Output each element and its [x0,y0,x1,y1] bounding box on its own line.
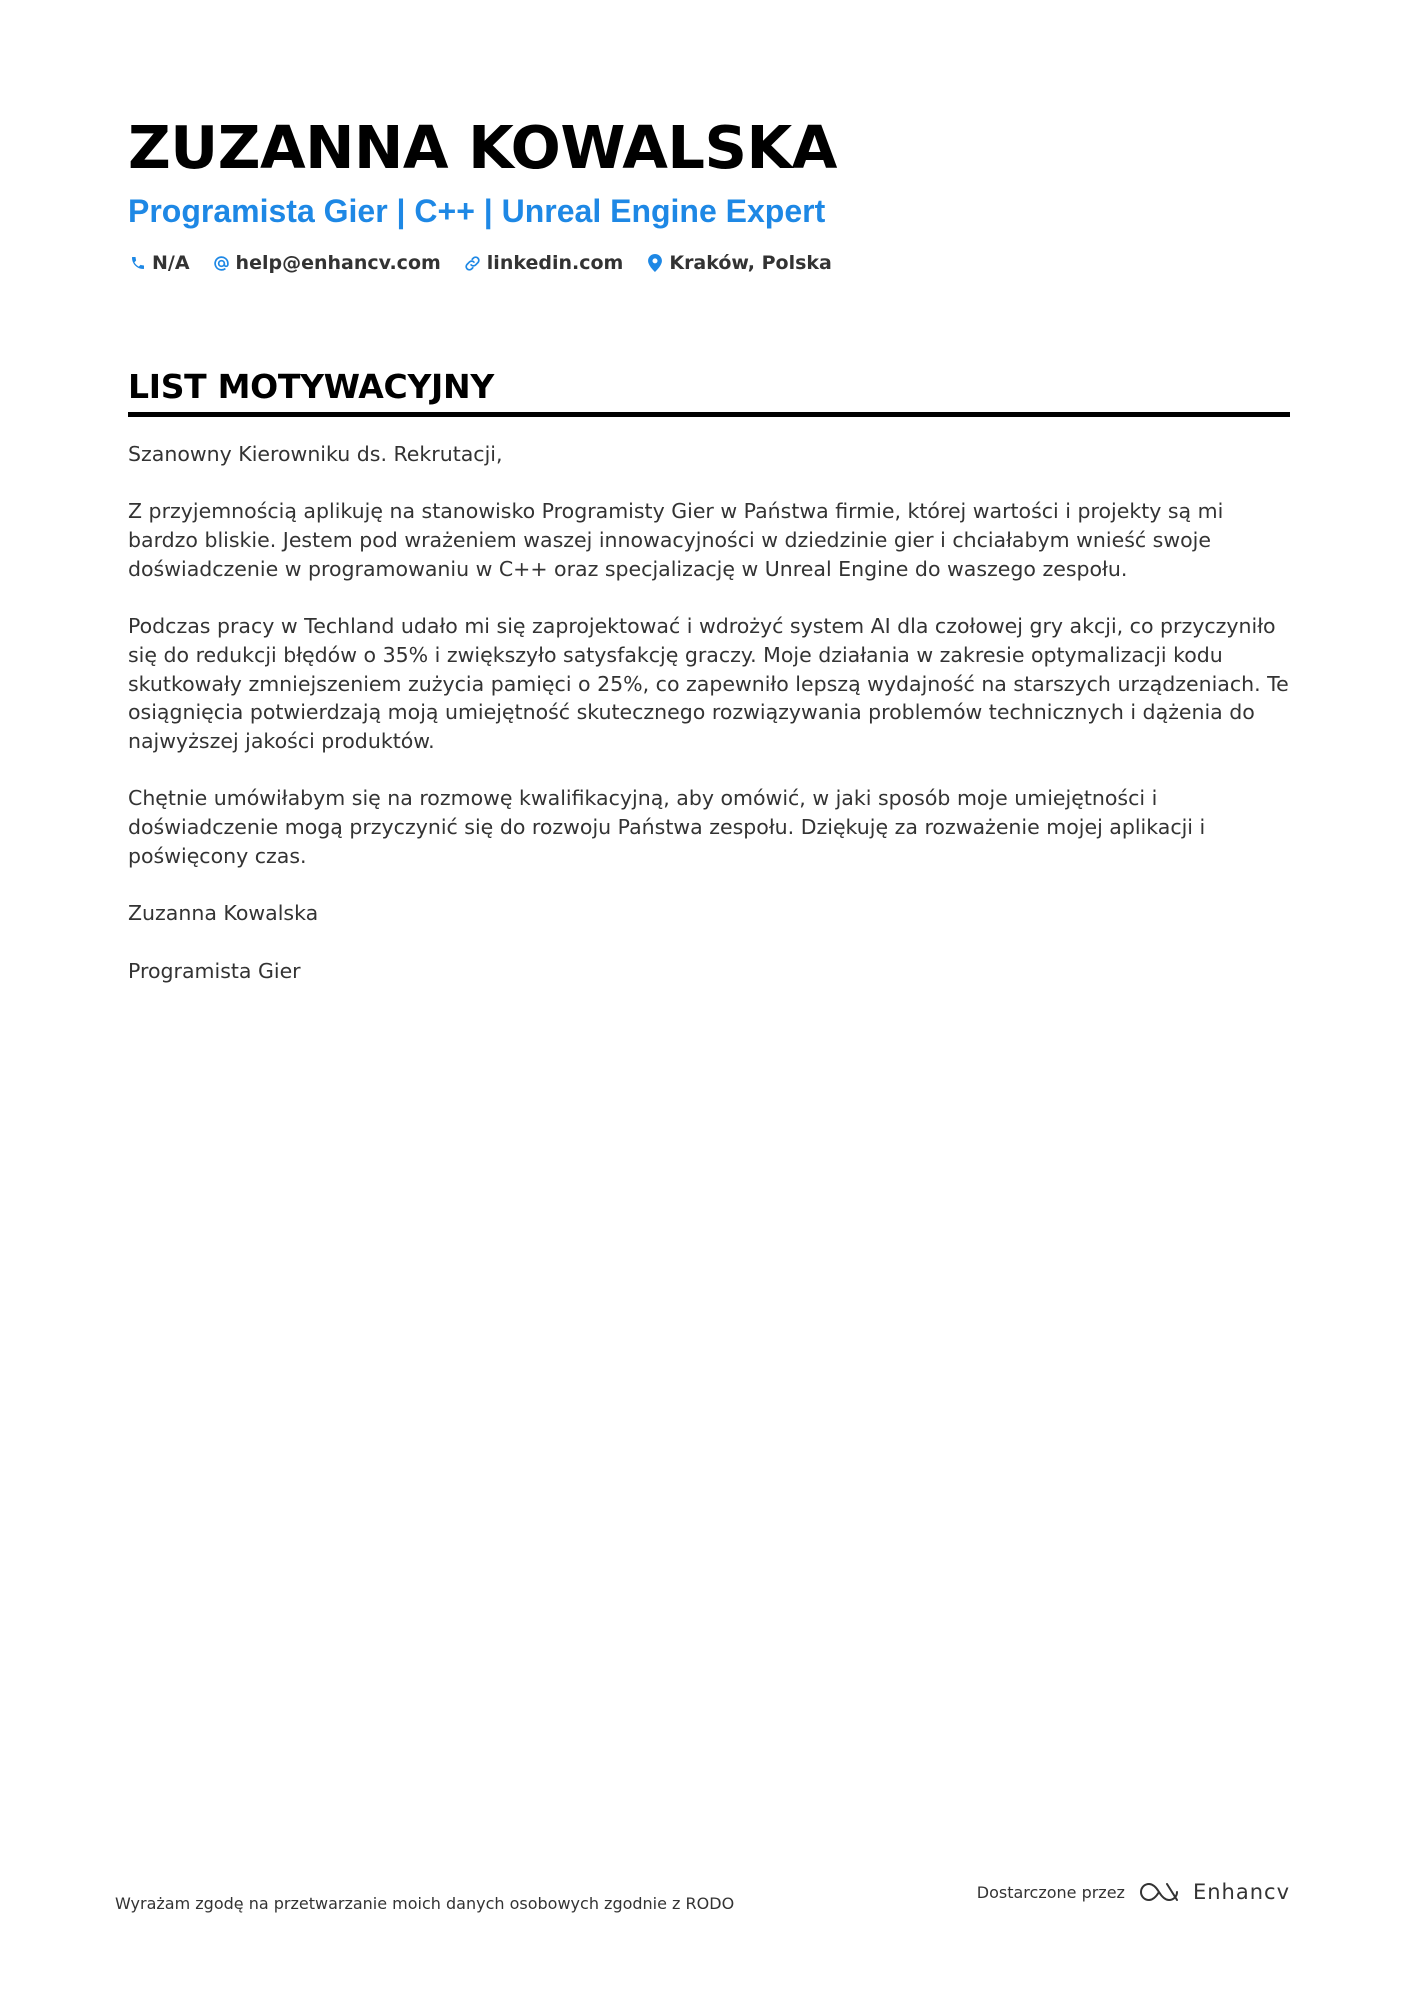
contact-location [645,252,832,274]
contact-location-text: Kraków, Polska [669,252,832,274]
contact-email[interactable] [212,252,441,274]
contact-email-text[interactable]: help@enhancv.com [235,252,441,274]
enhancv-brand[interactable]: Enhancv [1192,1880,1290,1904]
contact-row [128,252,854,274]
enhancv-logo-icon [1137,1880,1183,1904]
candidate-name: ZUZANNA KOWALSKA [128,113,837,182]
phone-icon [128,252,148,274]
contact-linkedin[interactable] [463,252,624,274]
letter-greeting: Szanowny Kierowniku ds. Rekrutacji, [128,442,503,466]
letter-paragraph-3: Chętnie umówiłabym się na rozmowę kwalifikacyjną, aby omówić, w jaki sposób moje umiejętności i doświadczenie mogą przyczynić się do rozwoju Państwa zespołu. Dziękuję za rozważenie mojej aplikacji i poświęcony czas. [128,786,1206,868]
signature-name: Zuzanna Kowalska [128,901,319,926]
gdpr-consent: Wyrażam zgodę na przetwarzanie moich danych osobowych zgodnie z RODO [115,1894,735,1913]
powered-by [977,1880,1290,1904]
contact-phone-text: N/A [152,252,190,274]
section-heading: LIST MOTYWACYJNY [128,366,1290,417]
link-icon [463,252,483,274]
at-icon [212,252,232,274]
letter-paragraph-2: Podczas pracy w Techland udało mi się zaprojektować i wdrożyć system AI dla czołowej gry akcji, co przyczyniło się do redukcji błędów o 35% i zwiększyło satysfakcję graczy. Moje działania w zakresie optymalizacji kodu skutkowały zmniejszeniem zużycia pamięci o 25%, co zapewniło lepszą wydajność na starszych urządzeniach. Te osiągnięcia potwierdzają moją umiejętność skutecznego rozwiązywania problemów technicznych i dążenia do najwyższej jakości produktów. [128,614,1289,753]
job-title: Programista Gier | C++ | Unreal Engine Expert [128,193,826,229]
letter-body [128,440,1290,1014]
contact-phone [128,252,190,274]
location-pin-icon [645,252,665,274]
letter-paragraph-1: Z przyjemnością aplikuję na stanowisko Programisty Gier w Państwa firmie, której wartości i projekty są mi bardzo bliskie. Jestem pod wrażeniem waszej innowacyjności w dziedzinie gier i chciałabym wnieść swoje doświadczenie w programowaniu w C++ oraz specjalizację w Unreal Engine do waszego zespołu. [128,499,1224,581]
powered-by-label: Dostarczone przez [976,1882,1125,1902]
signature-title: Programista Gier [128,958,301,983]
contact-linkedin-text[interactable]: linkedin.com [486,252,624,274]
